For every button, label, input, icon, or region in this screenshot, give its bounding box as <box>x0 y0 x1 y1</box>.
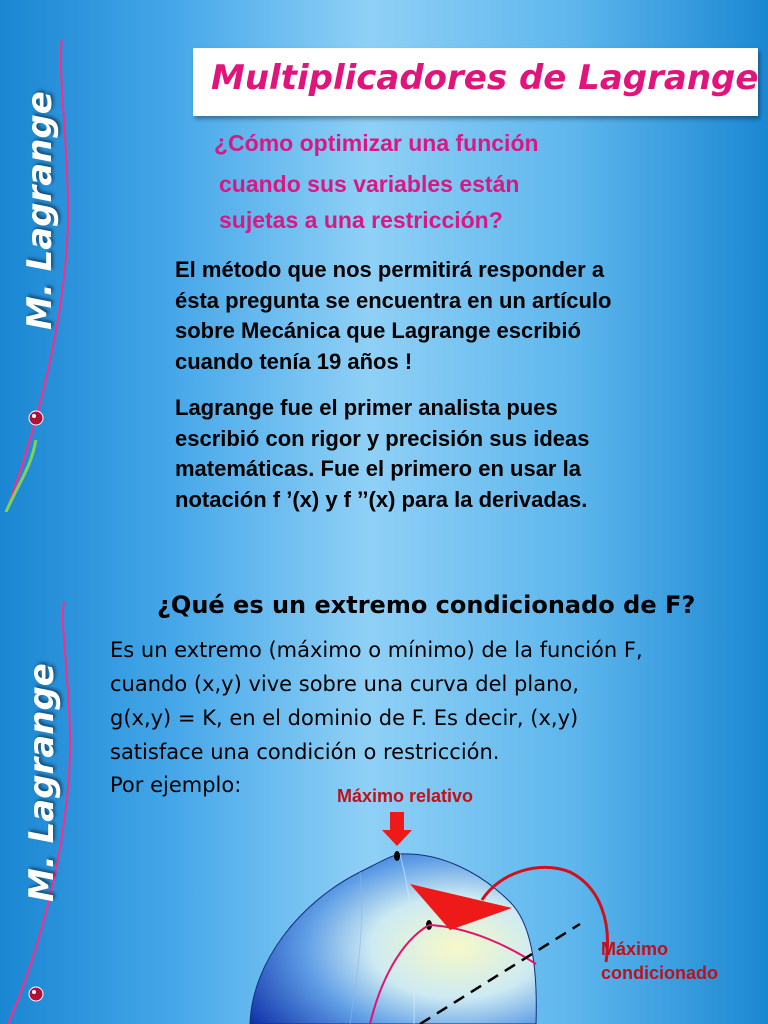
body-line: Es un extremo (máximo o mínimo) de la función F, <box>110 638 643 662</box>
paragraph-history <box>175 255 735 377</box>
slide-title: Multiplicadores de Lagrange <box>211 58 759 98</box>
paragraph-line: El método que nos permitirá responder a <box>175 257 605 282</box>
paragraph-line: escribió con rigor y precisión sus ideas <box>175 425 590 451</box>
section-heading: ¿Qué es un extremo condicionado de F? <box>157 591 696 619</box>
label-maximo-condicionado-2: condicionado <box>601 963 718 983</box>
paragraph-line: ésta pregunta se encuentra en un artículo <box>175 287 612 313</box>
paragraph-line: matemáticas. Fue el primero en usar la <box>175 456 581 481</box>
side-title: M. Lagrange <box>20 91 60 330</box>
body-line: Por ejemplo: <box>110 773 242 797</box>
label-maximo-condicionado-1: Máximo <box>601 939 669 959</box>
slide-2 <box>0 512 768 1024</box>
label-maximo-relativo: Máximo relativo <box>337 786 474 806</box>
paragraph-line: sobre Mecánica que Lagrange escribió <box>175 318 581 343</box>
question-line-2: cuando sus variables están <box>219 171 520 197</box>
paragraph-line: cuando tenía 19 años ! <box>175 348 413 374</box>
question-line-1: ¿Cómo optimizar una función <box>214 130 539 156</box>
surface-illustration <box>240 812 660 1024</box>
paragraph-rigor <box>175 393 735 515</box>
arrow-down-icon <box>382 830 412 846</box>
side-title: M. Lagrange <box>22 663 62 902</box>
body-line: cuando (x,y) vive sobre una curva del plano, <box>110 672 579 696</box>
body-line: satisface una condición o restricción. <box>110 740 500 764</box>
surface-shape <box>250 854 536 1024</box>
bead-icon <box>29 411 43 425</box>
question-line-3: sujetas a una restricción? <box>219 207 503 233</box>
paragraph-line: Lagrange fue el primer analista pues <box>175 395 558 420</box>
bead-icon <box>29 987 43 1001</box>
arrow-shaft <box>390 812 404 830</box>
paragraph-line: notación f ’(x) y f ’’(x) para la derivadas. <box>175 486 588 512</box>
body-line: g(x,y) = K, en el dominio de F. Es decir, (x,y) <box>110 706 579 730</box>
title-box <box>193 48 758 116</box>
max-relativo-point <box>394 851 400 861</box>
